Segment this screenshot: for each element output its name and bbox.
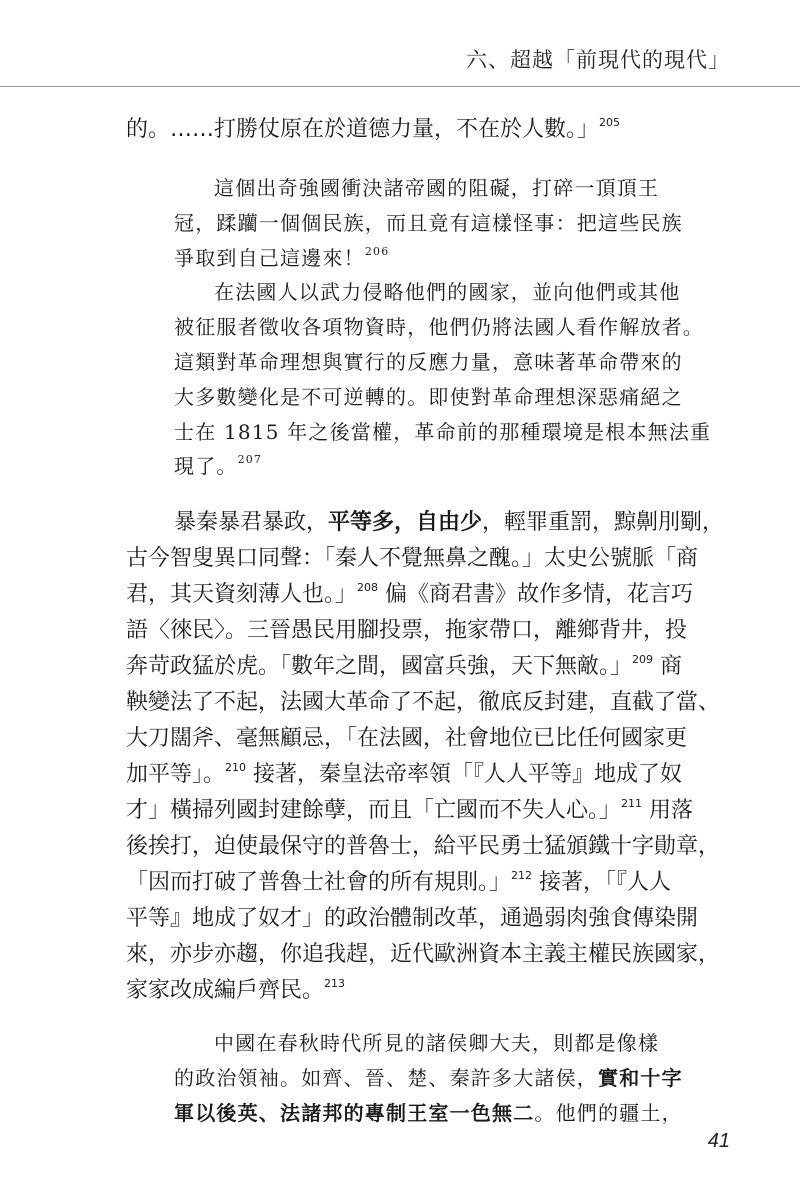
body-line: 來，亦步亦趨，你追我趕，近代歐洲資本主義主權民族國家， bbox=[126, 942, 721, 967]
body-line: 語〈徠民〉。三晉愚民用腳投票，拖家帶口，離鄉背井，投 bbox=[126, 618, 688, 643]
footnote-ref: 212 bbox=[511, 868, 533, 882]
footnote-ref: 213 bbox=[324, 976, 346, 990]
footnote-ref: 211 bbox=[621, 796, 643, 810]
body-text: 接著，「『人人 bbox=[532, 870, 672, 895]
body-text: 用落 bbox=[642, 798, 694, 823]
quote1-line: 被征服者徵收各項物資時，他們仍將法國人看作解放者。 bbox=[174, 315, 704, 339]
quote1-line: 冠，蹂躪一個個民族，而且竟有這樣怪事：把這些民族 bbox=[174, 211, 683, 235]
footnote-ref: 206 bbox=[364, 245, 390, 259]
quote2-line bbox=[174, 1062, 683, 1091]
body-line bbox=[126, 649, 682, 680]
body-line: 後挨打，迫使最保守的普魯士，給平民勇士猛頒鐵十字勛章， bbox=[126, 834, 721, 859]
body-text: 「因而打破了普魯士社會的所有規則。」 bbox=[126, 870, 512, 895]
body-line bbox=[126, 757, 682, 788]
body-line bbox=[174, 505, 724, 536]
body-text: 商 bbox=[653, 654, 683, 679]
intro-text: 的。……打勝仗原在於道德力量，不在於人數。」 bbox=[126, 117, 600, 142]
footnote-ref: 208 bbox=[357, 580, 379, 594]
quote1-text: 現了。 bbox=[174, 454, 238, 478]
body-text: 加平等」。 bbox=[126, 762, 226, 787]
footnote-ref: 210 bbox=[225, 760, 247, 774]
quote1-line: 這個出奇強國衝決諸帝國的阻礙，打碎一頂頂王 bbox=[214, 176, 660, 200]
quote1-text: 爭取到自己這邊來！ bbox=[174, 246, 365, 270]
footnote-ref: 207 bbox=[237, 453, 263, 467]
quote1-line: 這類對革命理想與實行的反應力量，意味著革命帶來的 bbox=[174, 350, 683, 374]
quote2-line: 中國在春秋時代所見的諸侯卿大夫，則都是像樣 bbox=[214, 1031, 660, 1055]
body-line bbox=[126, 793, 693, 824]
quote2-text: 。他們的疆土， bbox=[534, 1101, 683, 1125]
body-text: 奔苛政猛於虎。「數年之間，國富兵強，天下無敵。」 bbox=[126, 654, 633, 679]
body-text: 暴秦暴君暴政， bbox=[174, 510, 329, 535]
body-line: 鞅變法了不起，法國大革命了不起，徹底反封建，直截了當、 bbox=[126, 690, 721, 715]
body-text: 才」橫掃列國封建餘孽，而且「亡國而不失人心。」 bbox=[126, 798, 622, 823]
body-line bbox=[126, 973, 345, 1004]
body-text: 家家改成編戶齊民。 bbox=[126, 978, 325, 1003]
body-text: 偏《商君書》故作多情，花言巧 bbox=[378, 582, 694, 607]
quote1-line: 士在 1815 年之後當權，革命前的那種環境是根本無法重 bbox=[174, 420, 712, 444]
header-rule bbox=[0, 86, 800, 87]
body-text: 君，其天資刻薄人也。」 bbox=[126, 582, 358, 607]
quote2-bold-text: 實和十字 bbox=[598, 1066, 683, 1090]
body-line bbox=[126, 865, 671, 896]
quote2-line bbox=[174, 1097, 683, 1126]
page-number: 41 bbox=[707, 1130, 730, 1152]
body-text: 接著，秦皇法帝率領「『人人平等』地成了奴 bbox=[246, 762, 683, 787]
body-text: ，輕罪重罰，黥劓刖劅， bbox=[482, 510, 725, 535]
intro-line bbox=[126, 112, 620, 143]
quote2-bold-text: 軍以後英、法諸邦的專制王室一色無二 bbox=[174, 1101, 535, 1125]
running-header: 六、超越「前現代的現代」 bbox=[466, 48, 730, 72]
body-line: 大刀闊斧、毫無顧忌，「在法國，社會地位已比任何國家更 bbox=[126, 726, 688, 751]
quote1-line bbox=[174, 242, 389, 271]
quote1-line: 在法國人以武力侵略他們的國家，並向他們或其他 bbox=[214, 280, 681, 304]
body-line: 古今智叟異口同聲：「秦人不覺無鼻之醜。」太史公號脈「商 bbox=[126, 546, 699, 571]
quote1-line: 大多數變化是不可逆轉的。即使對革命理想深惡痛絕之 bbox=[174, 385, 683, 409]
body-line: 平等』地成了奴才」的政治體制改革，通過弱肉強食傳染開 bbox=[126, 906, 699, 931]
footnote-ref: 209 bbox=[632, 652, 654, 666]
quote1-line bbox=[174, 450, 262, 479]
quote2-text: 的政治領袖。如齊、晉、楚、秦許多大諸侯， bbox=[174, 1066, 598, 1090]
body-bold-text: 平等多，自由少 bbox=[328, 510, 483, 535]
footnote-ref: 205 bbox=[599, 115, 621, 129]
body-line bbox=[126, 577, 693, 608]
